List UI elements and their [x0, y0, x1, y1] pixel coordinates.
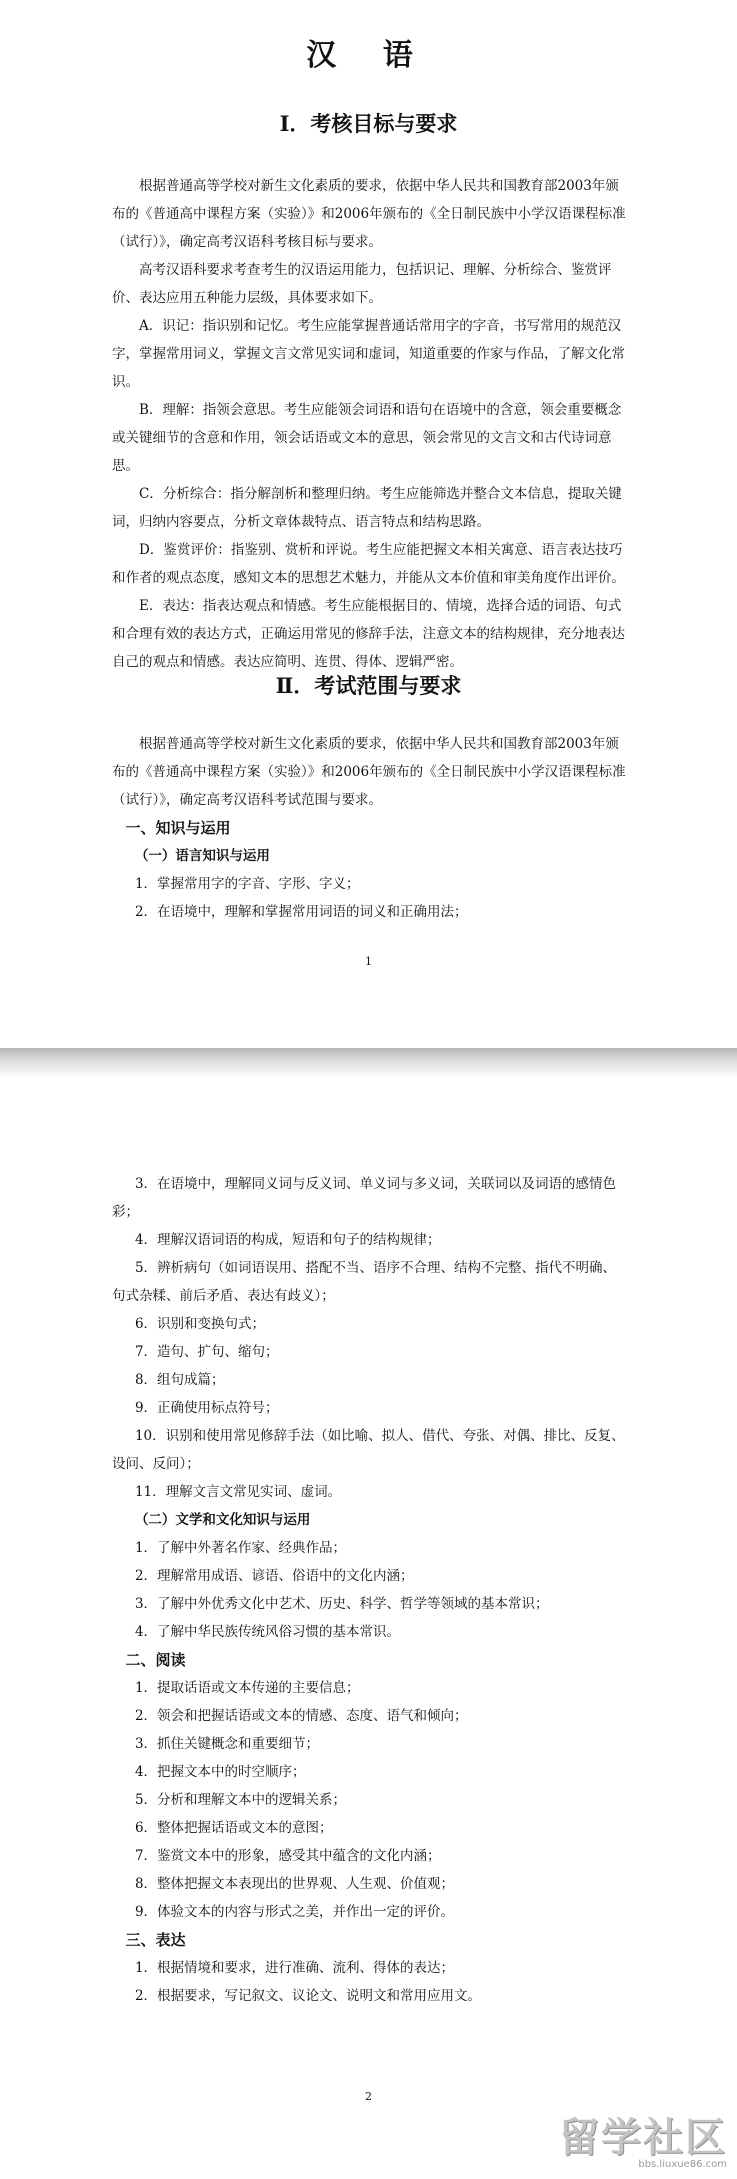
page-2-body [112, 1170, 627, 2010]
paragraph: 高考汉语科要求考查考生的汉语运用能力，包括识记、理解、分析综合、鉴赏评价、表达应用五种能力层级，具体要求如下。 [112, 262, 612, 306]
watermark-text: 留学社区 [559, 2115, 727, 2161]
paragraph: 根据普通高等学校对新生文化素质的要求，依据中华人民共和国教育部2003年颁布的《普通高中课程方案（实验）》和2006年颁布的《全日制民族中小学汉语课程标准（试行）》，确定高考汉语科考核目标与要求。 [112, 178, 626, 250]
paragraph: A．识记：指识别和记忆。考生应能掌握普通话常用字的字音，书写常用的规范汉字，掌握常用词义，掌握文言文常见实词和虚词，知道重要的作家与作品，了解文化常识。 [112, 318, 625, 390]
list-item: 2．根据要求，写记叙文、议论文、说明文和常用应用文。 [134, 1988, 482, 2004]
section-heading-2: Ⅱ．考试范围与要求 [275, 673, 462, 698]
document-page-2 [0, 1078, 737, 2179]
list-item: 2．领会和把握话语或文本的情感、态度、语气和倾向； [134, 1708, 468, 1724]
list-item: 3．抓住关键概念和重要细节； [134, 1736, 320, 1752]
list-item: 11．理解文言文常见实词、虚词。 [134, 1484, 342, 1500]
list-item: 3．了解中外优秀文化中艺术、历史、科学、哲学等领域的基本常识； [134, 1596, 549, 1612]
list-item: 1．根据情境和要求，进行准确、流利、得体的表达； [134, 1960, 455, 1976]
list-item: 7．鉴赏文本中的形象，感受其中蕴含的文化内涵； [134, 1848, 441, 1864]
document-page-1 [0, 0, 737, 1048]
list-item: 8．整体把握文本表现出的世界观、人生观、价值观； [134, 1876, 455, 1892]
subheading-literature-culture: （二）文学和文化知识与运用 [134, 1512, 311, 1528]
list-item: 6．整体把握话语或文本的意图； [134, 1820, 333, 1836]
subheading-reading: 二、阅读 [125, 1651, 186, 1669]
list-item: 2．理解常用成语、谚语、俗语中的文化内涵； [134, 1568, 414, 1584]
document-title: 汉 语 [306, 38, 431, 73]
list-item: 4．把握文本中的时空顺序； [134, 1764, 306, 1780]
page-number: 2 [365, 2090, 372, 2103]
list-item: 1．提取话语或文本传递的主要信息； [134, 1680, 360, 1696]
list-item: 5．分析和理解文本中的逻辑关系； [134, 1792, 347, 1808]
paragraph: E．表达：指表达观点和情感。考生应能根据目的、情境，选择合适的词语、句式和合理有效的表达方式，正确运用常见的修辞手法，注意文本的结构规律，充分地表达自己的观点和情感。表达应简明、连贯、得体、逻辑严密。 [112, 598, 625, 670]
list-item: 1．掌握常用字的字音、字形、字义； [134, 876, 360, 892]
page-separator [0, 1048, 737, 1078]
list-item: 3．在语境中，理解同义词与反义词、单义词与多义词，关联词以及词语的感情色彩； [112, 1176, 617, 1220]
list-item: 4．了解中华民族传统风俗习惯的基本常识。 [134, 1624, 401, 1640]
paragraph: D．鉴赏评价：指鉴别、赏析和评说。考生应能把握文本相关寓意、语言表达技巧和作者的观点态度，感知文本的思想艺术魅力，并能从文本价值和审美角度作出评价。 [112, 542, 625, 586]
subheading-expression: 三、表达 [125, 1931, 186, 1949]
list-item: 8．组句成篇； [134, 1372, 225, 1388]
page-number: 1 [365, 955, 372, 968]
list-item: 1．了解中外著名作家、经典作品； [134, 1540, 347, 1556]
list-item: 4．理解汉语词语的构成，短语和句子的结构规律； [134, 1232, 441, 1248]
list-item: 2．在语境中，理解和掌握常用词语的词义和正确用法； [134, 904, 468, 920]
watermark-url: bbs.liuxue86.com [638, 2159, 727, 2170]
list-item: 5．辨析病句（如词语误用、搭配不当、语序不合理、结构不完整、指代不明确、句式杂糅、前后矛盾、表达有歧义）； [112, 1260, 617, 1304]
list-item: 7．造句、扩句、缩句； [134, 1344, 279, 1360]
list-item: 6．识别和变换句式； [134, 1316, 266, 1332]
section-heading-1: Ⅰ．考核目标与要求 [279, 111, 458, 136]
subheading-language-knowledge: （一）语言知识与运用 [134, 848, 270, 864]
list-item: 9．正确使用标点符号； [134, 1400, 279, 1416]
section-2-body [112, 730, 627, 926]
section-1-body [112, 172, 627, 676]
subheading-knowledge: 一、知识与运用 [125, 819, 231, 837]
list-item: 9．体验文本的内容与形式之美，并作出一定的评价。 [134, 1904, 455, 1920]
paragraph: B．理解：指领会意思。考生应能领会词语和语句在语境中的含意，领会重要概念或关键细节的含意和作用，领会话语或文本的意思，领会常见的文言文和古代诗词意思。 [112, 402, 622, 474]
paragraph: C．分析综合：指分解剖析和整理归纳。考生应能筛选并整合文本信息，提取关键词，归纳内容要点，分析文章体裁特点、语言特点和结构思路。 [112, 486, 622, 530]
watermark-logo [559, 2117, 727, 2173]
paragraph: 根据普通高等学校对新生文化素质的要求，依据中华人民共和国教育部2003年颁布的《普通高中课程方案（实验）》和2006年颁布的《全日制民族中小学汉语课程标准（试行）》，确定高考汉语科考试范围与要求。 [112, 736, 626, 808]
list-item: 10．识别和使用常见修辞手法（如比喻、拟人、借代、夸张、对偶、排比、反复、设问、反问）； [112, 1428, 625, 1472]
